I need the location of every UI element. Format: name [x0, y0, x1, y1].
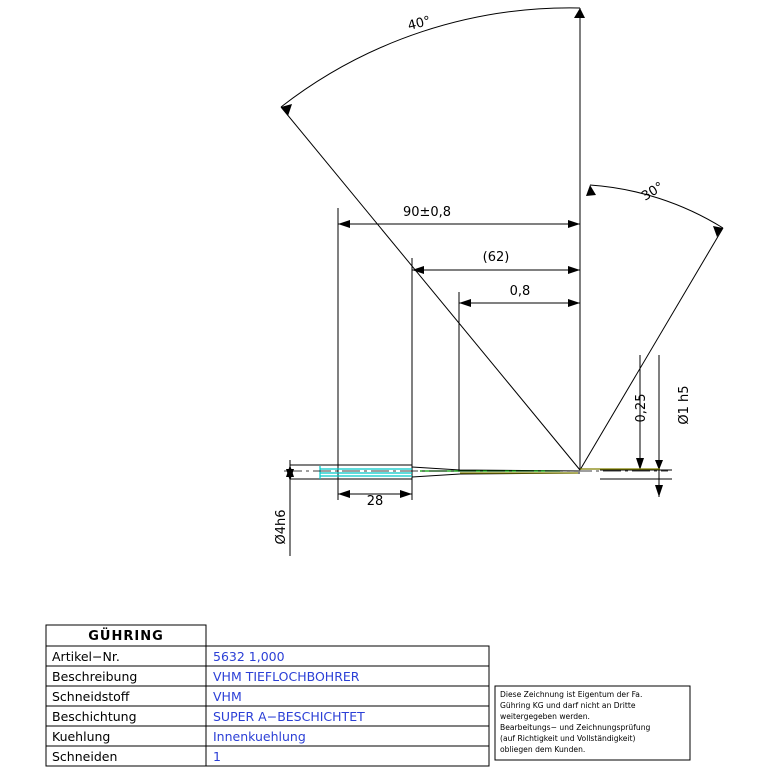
dim-28-arrow-left [338, 490, 350, 498]
dim-28-arrow-right [400, 490, 412, 498]
tool-body-group [284, 465, 668, 479]
dim-angle-right: 30° [639, 179, 667, 205]
titleblock-value-2: VHM [213, 689, 242, 704]
legal-notice-line-3: Bearbeitungs− und Zeichnungsprüfung [500, 723, 651, 732]
dim-angle-top: 40° [406, 13, 433, 34]
titleblock-value-4: Innenkuehlung [213, 729, 306, 744]
legal-notice-line-2: weitergegeben werden. [500, 712, 590, 721]
dim-90-arrow-left [338, 220, 350, 228]
legal-notice-line-4: (auf Richtigkeit und Vollständigkeit) [500, 734, 636, 743]
dim-62-group [412, 266, 580, 274]
legal-notice-line-1: Gühring KG und darf nicht an Dritte [500, 701, 636, 710]
dim-90-arrow-right [568, 220, 580, 228]
dim-dia-tip-arrow-down [655, 485, 663, 497]
titleblock-label-1: Beschreibung [52, 669, 138, 684]
dim-vertical-group [286, 355, 672, 556]
dim-025-arrow-bottom [636, 458, 644, 470]
titleblock-value-0: 5632 1,000 [213, 649, 285, 664]
dim-dia-tip: Ø1 h5 [677, 385, 692, 425]
legal-notice-line-0: Diese Zeichnung ist Eigentum der Fa. [500, 690, 643, 699]
angle-30-leg [580, 228, 723, 470]
dim-08-arrow-right [568, 299, 580, 307]
dim-62-arrow-right [568, 266, 580, 274]
legal-notice-box [495, 686, 690, 760]
titleblock-value-1: VHM TIEFLOCHBOHRER [213, 669, 360, 684]
dim-90-group [338, 220, 580, 228]
dim-length-small: 0,8 [509, 284, 531, 299]
titleblock-label-0: Artikel−Nr. [52, 649, 120, 664]
dim-length-ref: (62) [482, 250, 510, 265]
arc-arrow-top [574, 8, 585, 18]
titleblock-label-4: Kuehlung [52, 729, 111, 744]
arc-arrow-30-start [586, 185, 596, 196]
dim-length-flute: 28 [366, 494, 384, 509]
dim-dia-shank: Ø4h6 [274, 509, 289, 545]
tool-shank-outline [290, 465, 412, 479]
titleblock-label-2: Schneidstoff [52, 689, 130, 704]
angle-sector-group [281, 8, 723, 470]
title-block-group [46, 625, 489, 766]
titleblock-value-5: 1 [213, 749, 221, 764]
titleblock-label-3: Beschichtung [52, 709, 137, 724]
dim-length-main: 90±0,8 [402, 205, 452, 220]
dim-08-arrow-left [459, 299, 471, 307]
titleblock-label-5: Schneiden [52, 749, 118, 764]
legal-notice-line-5: obliegen dem Kunden. [500, 745, 586, 754]
angle-40-leg [281, 107, 580, 470]
extension-lines-group [290, 208, 580, 556]
dim-step: 0,25 [634, 393, 649, 423]
brand-logo-text: GÜHRING [88, 629, 164, 644]
dim-08-group [459, 299, 580, 307]
titleblock-value-3: SUPER A−BESCHICHTET [213, 709, 365, 724]
